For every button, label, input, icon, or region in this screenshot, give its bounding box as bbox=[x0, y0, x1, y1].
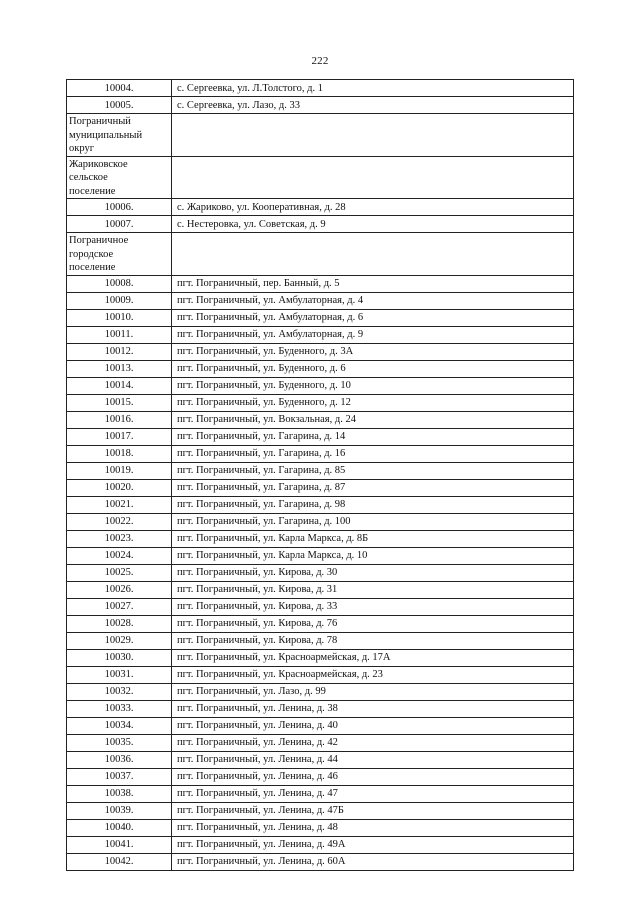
entry-number: 10016. bbox=[67, 411, 172, 428]
table-row bbox=[67, 360, 574, 377]
entry-number: 10021. bbox=[67, 496, 172, 513]
entry-address: пгт. Пограничный, ул. Вокзальная, д. 24 bbox=[172, 411, 574, 428]
section-name-line: муниципальный bbox=[69, 129, 143, 141]
entry-address: пгт. Пограничный, ул. Карла Маркса, д. 8Б bbox=[172, 530, 574, 547]
table-row bbox=[67, 632, 574, 649]
entry-address: пгт. Пограничный, ул. Ленина, д. 60А bbox=[172, 853, 574, 870]
section-empty-cell bbox=[172, 233, 574, 276]
table-row bbox=[67, 199, 574, 216]
section-name-line: поселение bbox=[69, 262, 116, 273]
entry-address: пгт. Пограничный, ул. Гагарина, д. 16 bbox=[172, 445, 574, 462]
table-row bbox=[67, 292, 574, 309]
section-empty-cell bbox=[172, 156, 574, 199]
entry-address: пгт. Пограничный, ул. Ленина, д. 49А bbox=[172, 836, 574, 853]
table-row bbox=[67, 394, 574, 411]
section-row bbox=[67, 114, 574, 157]
entry-number: 10036. bbox=[67, 751, 172, 768]
table-row bbox=[67, 462, 574, 479]
section-name-line: Пограничный bbox=[69, 116, 131, 127]
entry-address: пгт. Пограничный, ул. Кирова, д. 33 bbox=[172, 598, 574, 615]
entry-address: пгт. Пограничный, ул. Амбулаторная, д. 4 bbox=[172, 292, 574, 309]
entry-number: 10004. bbox=[67, 80, 172, 97]
table-row bbox=[67, 802, 574, 819]
table-row bbox=[67, 836, 574, 853]
entry-address: пгт. Пограничный, ул. Буденного, д. 10 bbox=[172, 377, 574, 394]
entry-number: 10006. bbox=[67, 199, 172, 216]
entry-address: пгт. Пограничный, ул. Гагарина, д. 100 bbox=[172, 513, 574, 530]
table-row bbox=[67, 97, 574, 114]
entry-address: пгт. Пограничный, ул. Ленина, д. 46 bbox=[172, 768, 574, 785]
entry-number: 10026. bbox=[67, 581, 172, 598]
table-row bbox=[67, 530, 574, 547]
section-row bbox=[67, 233, 574, 276]
entry-number: 10014. bbox=[67, 377, 172, 394]
entry-address: пгт. Пограничный, ул. Кирова, д. 76 bbox=[172, 615, 574, 632]
entry-address: пгт. Пограничный, ул. Ленина, д. 47Б bbox=[172, 802, 574, 819]
entry-number: 10032. bbox=[67, 683, 172, 700]
section-name-line: округ bbox=[69, 143, 95, 154]
entry-number: 10031. bbox=[67, 666, 172, 683]
table-row bbox=[67, 326, 574, 343]
section-name bbox=[67, 114, 172, 157]
entry-address: пгт. Пограничный, ул. Амбулаторная, д. 6 bbox=[172, 309, 574, 326]
entry-number: 10041. bbox=[67, 836, 172, 853]
entry-number: 10012. bbox=[67, 343, 172, 360]
entry-number: 10034. bbox=[67, 717, 172, 734]
section-name-line: поселение bbox=[69, 185, 116, 197]
section-name bbox=[67, 156, 172, 199]
table-row bbox=[67, 445, 574, 462]
entry-number: 10035. bbox=[67, 734, 172, 751]
table-row bbox=[67, 649, 574, 666]
entry-address: пгт. Пограничный, ул. Красноармейская, д. 17А bbox=[172, 649, 574, 666]
entry-address: пгт. Пограничный, ул. Ленина, д. 47 bbox=[172, 785, 574, 802]
table-row bbox=[67, 377, 574, 394]
table-row bbox=[67, 751, 574, 768]
entry-address: пгт. Пограничный, ул. Ленина, д. 38 bbox=[172, 700, 574, 717]
section-name-line: сельское bbox=[69, 172, 108, 183]
page-number: 222 bbox=[311, 55, 329, 67]
entry-address: с. Жариково, ул. Кооперативная, д. 28 bbox=[172, 199, 574, 216]
entry-number: 10040. bbox=[67, 819, 172, 836]
table-row bbox=[67, 853, 574, 870]
section-row bbox=[67, 156, 574, 199]
entry-number: 10029. bbox=[67, 632, 172, 649]
entry-number: 10037. bbox=[67, 768, 172, 785]
entry-address: пгт. Пограничный, ул. Лазо, д. 99 bbox=[172, 683, 574, 700]
entry-address: пгт. Пограничный, ул. Кирова, д. 30 bbox=[172, 564, 574, 581]
table-row bbox=[67, 700, 574, 717]
address-table-body bbox=[67, 80, 574, 871]
table-row bbox=[67, 80, 574, 97]
table-row bbox=[67, 411, 574, 428]
entry-address: пгт. Пограничный, ул. Кирова, д. 78 bbox=[172, 632, 574, 649]
entry-number: 10023. bbox=[67, 530, 172, 547]
entry-number: 10038. bbox=[67, 785, 172, 802]
entry-number: 10011. bbox=[67, 326, 172, 343]
section-name-line: Пограничное bbox=[69, 235, 129, 246]
entry-number: 10033. bbox=[67, 700, 172, 717]
section-name-line: Жариковское bbox=[69, 158, 128, 170]
entry-number: 10005. bbox=[67, 97, 172, 114]
entry-number: 10030. bbox=[67, 649, 172, 666]
section-name bbox=[67, 233, 172, 276]
entry-number: 10010. bbox=[67, 309, 172, 326]
entry-number: 10022. bbox=[67, 513, 172, 530]
table-row bbox=[67, 547, 574, 564]
table-row bbox=[67, 683, 574, 700]
entry-address: пгт. Пограничный, ул. Буденного, д. 12 bbox=[172, 394, 574, 411]
table-row bbox=[67, 275, 574, 292]
entry-number: 10019. bbox=[67, 462, 172, 479]
entry-address: пгт. Пограничный, пер. Банный, д. 5 bbox=[172, 275, 574, 292]
table-row bbox=[67, 343, 574, 360]
table-row bbox=[67, 309, 574, 326]
table-row bbox=[67, 666, 574, 683]
table-row bbox=[67, 428, 574, 445]
table-row bbox=[67, 479, 574, 496]
table-row bbox=[67, 615, 574, 632]
table-row bbox=[67, 513, 574, 530]
table-row bbox=[67, 819, 574, 836]
section-empty-cell bbox=[172, 114, 574, 157]
entry-address: пгт. Пограничный, ул. Карла Маркса, д. 10 bbox=[172, 547, 574, 564]
entry-address: пгт. Пограничный, ул. Ленина, д. 48 bbox=[172, 819, 574, 836]
table-row bbox=[67, 734, 574, 751]
entry-number: 10008. bbox=[67, 275, 172, 292]
table-row bbox=[67, 216, 574, 233]
entry-number: 10007. bbox=[67, 216, 172, 233]
entry-address: пгт. Пограничный, ул. Ленина, д. 44 bbox=[172, 751, 574, 768]
entry-number: 10020. bbox=[67, 479, 172, 496]
entry-address: с. Сергеевка, ул. Л.Толстого, д. 1 bbox=[172, 80, 574, 97]
entry-address: пгт. Пограничный, ул. Ленина, д. 42 bbox=[172, 734, 574, 751]
entry-address: пгт. Пограничный, ул. Красноармейская, д. 23 bbox=[172, 666, 574, 683]
entry-address: пгт. Пограничный, ул. Буденного, д. 3А bbox=[172, 343, 574, 360]
entry-number: 10015. bbox=[67, 394, 172, 411]
entry-address: с. Нестеровка, ул. Советская, д. 9 bbox=[172, 216, 574, 233]
entry-number: 10039. bbox=[67, 802, 172, 819]
entry-number: 10018. bbox=[67, 445, 172, 462]
entry-number: 10027. bbox=[67, 598, 172, 615]
entry-number: 10028. bbox=[67, 615, 172, 632]
entry-address: пгт. Пограничный, ул. Гагарина, д. 14 bbox=[172, 428, 574, 445]
table-row bbox=[67, 564, 574, 581]
entry-address: пгт. Пограничный, ул. Буденного, д. 6 bbox=[172, 360, 574, 377]
entry-address: пгт. Пограничный, ул. Амбулаторная, д. 9 bbox=[172, 326, 574, 343]
entry-number: 10017. bbox=[67, 428, 172, 445]
section-name-line: городское bbox=[69, 248, 114, 260]
entry-number: 10009. bbox=[67, 292, 172, 309]
entry-address: пгт. Пограничный, ул. Ленина, д. 40 bbox=[172, 717, 574, 734]
table-row bbox=[67, 785, 574, 802]
entry-address: пгт. Пограничный, ул. Гагарина, д. 85 bbox=[172, 462, 574, 479]
table-row bbox=[67, 717, 574, 734]
entry-number: 10013. bbox=[67, 360, 172, 377]
table-row bbox=[67, 598, 574, 615]
entry-address: пгт. Пограничный, ул. Гагарина, д. 98 bbox=[172, 496, 574, 513]
entry-address: с. Сергеевка, ул. Лазо, д. 33 bbox=[172, 97, 574, 114]
table-row bbox=[67, 496, 574, 513]
entry-number: 10025. bbox=[67, 564, 172, 581]
entry-number: 10042. bbox=[67, 853, 172, 870]
entry-address: пгт. Пограничный, ул. Кирова, д. 31 bbox=[172, 581, 574, 598]
table-row bbox=[67, 768, 574, 785]
entry-number: 10024. bbox=[67, 547, 172, 564]
entry-address: пгт. Пограничный, ул. Гагарина, д. 87 bbox=[172, 479, 574, 496]
table-row bbox=[67, 581, 574, 598]
address-table bbox=[66, 79, 574, 871]
